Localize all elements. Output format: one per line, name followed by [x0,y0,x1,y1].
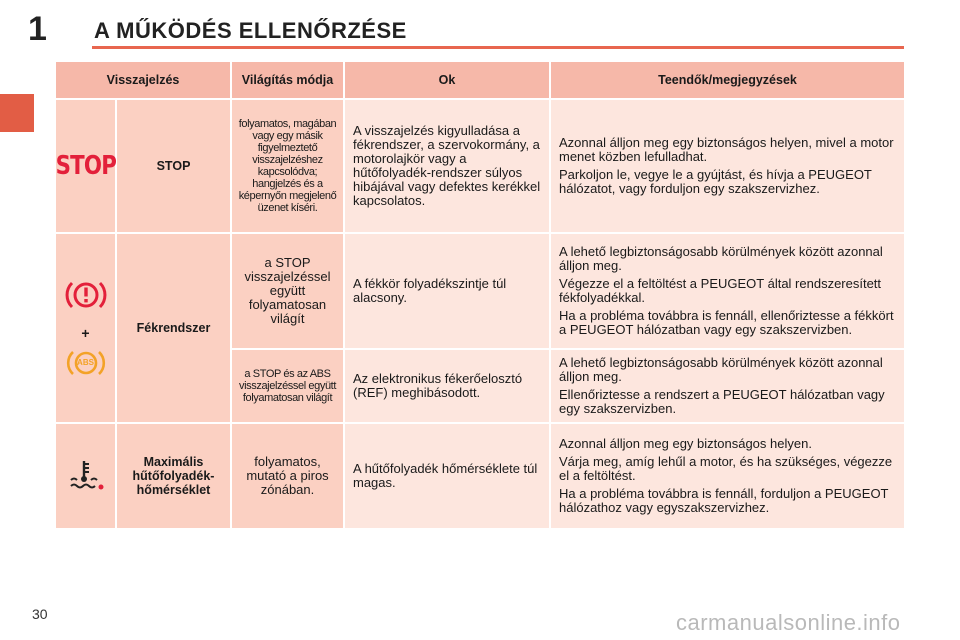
chapter-number: 1 [28,10,47,48]
table-row-stop-icon-cell [56,100,115,232]
table-row-brake-actions-1 [551,234,904,348]
cause-text: A visszajelzés kigyulladása a fékrendszer, a szervokormány, a motorolajkör vagy a hűtőfolyadék-rendszer súlyos hibájával vagy defektes kerékkel kapcsolatos. [353,123,541,208]
title-rule [92,46,904,49]
header-warning: Visszajelzés [56,62,230,98]
table-row-stop-actions [551,100,904,232]
table-row-stop-name: STOP [117,100,230,232]
page-title: A MŰKÖDÉS ELLENŐRZÉSE [94,18,407,43]
action-text: A lehető legbiztonságosabb körülmények között azonnal álljon meg. [559,355,883,384]
cause-text: A hűtőfolyadék hőmérséklete túl magas. [353,461,538,490]
watermark: carmanualsonline.info [676,610,901,635]
mode-text: a STOP visszajelzéssel együtt folyamatosan világít [244,255,331,326]
action-text: Ha a probléma továbbra is fennáll, ellenőriztesse a fékkört a PEUGEOT hálózatban vagy egy szakszervizben. [559,308,894,337]
abs-icon [66,347,106,379]
action-text: Várja meg, amíg lehűl a motor, és ha szükséges, végezze el a feltöltést. [559,454,893,483]
plus-sign: + [81,324,90,341]
stop-icon: STOP [55,151,116,181]
header-lighting-mode: Világítás módja [232,62,343,98]
mode-text: folyamatos, magában vagy egy másik figyelmeztető visszajelzéshez kapcsolódva; hangjelzés és a képernyőn megjelenő üzenet kíséri. [238,118,337,214]
action-text: Ellenőriztesse a rendszert a PEUGEOT hálózatban vagy egy szakszervizben. [559,387,885,416]
table-row-coolant-actions [551,424,904,528]
table-row-brake-mode-1 [232,234,343,348]
cause-text: Az elektronikus fékerőelosztó (REF) meghibásodott. [353,371,523,400]
action-text: Azonnal álljon meg egy biztonságos helyen. [559,436,812,451]
table-row-brake-name: Fékrendszer [117,234,230,422]
page-number: 30 [32,606,48,622]
action-text: Parkoljon le, vegye le a gyújtást, és hívja a PEUGEOT hálózatot, vagy forduljon egy szakszervizhez. [559,167,872,196]
table-row-coolant-mode [232,424,343,528]
table-row-coolant-cause [345,424,549,528]
chapter-side-tab [0,94,34,132]
table-row-brake-icon-cell [56,234,115,422]
warning-lights-table [56,62,904,528]
abs-icon-label: ABS [77,357,94,367]
action-text: Azonnal álljon meg egy biztonságos helyen, mivel a motor menet közben lefulladhat. [559,135,894,164]
table-row-brake-cause-2 [345,350,549,422]
action-text: A lehető legbiztonságosabb körülmények között azonnal álljon meg. [559,244,883,273]
table-row-coolant-icon-cell [56,424,115,528]
mode-text: folyamatos, mutató a piros zónában. [246,454,329,497]
header-actions: Teendők/megjegyzések [551,62,904,98]
table-row-stop-mode [232,100,343,232]
action-text: Végezze el a feltöltést a PEUGEOT által rendszeresített fékfolyadékkal. [559,276,882,305]
mode-text: a STOP és az ABS visszajelzéssel együtt folyamatosan világít [239,368,336,404]
action-text: Ha a probléma továbbra is fennáll, forduljon a PEUGEOT hálózathoz vagy egyszakszervizhez. [559,486,889,515]
coolant-temperature-icon [67,457,105,496]
table-row-coolant-name: Maximális hűtőfolyadék-hőmérséklet [117,424,230,528]
table-row-stop-cause [345,100,549,232]
brake-warning-icon [65,278,107,317]
table-row-brake-mode-2 [232,350,343,422]
table-row-brake-cause-1 [345,234,549,348]
table-row-brake-actions-2 [551,350,904,422]
header-cause: Ok [345,62,549,98]
cause-text: A fékkör folyadékszintje túl alacsony. [353,276,507,305]
